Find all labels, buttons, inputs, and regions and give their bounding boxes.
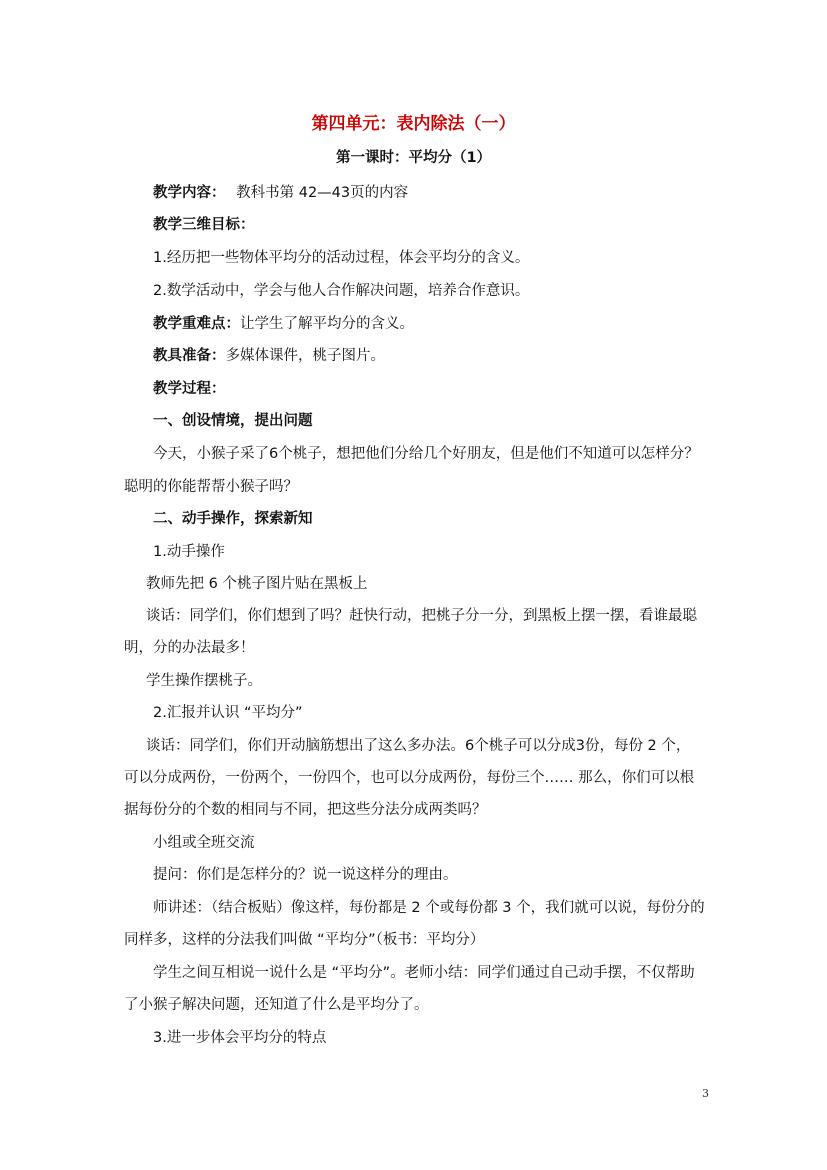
step-heading: 3.进一步体会平均分的特点: [153, 1030, 327, 1046]
step-heading: 1.动手操作: [153, 544, 225, 560]
paragraph-line: 谈话：同学们，你们想到了吗？赶快行动，把桃子分一分，到黑板上摆一摆，看谁最聪: [146, 608, 697, 624]
paragraph-line: 据每份分的个数的相同与不同，把这些分法分成两类吗？: [124, 802, 487, 818]
tools-label: 教具准备：: [153, 348, 226, 364]
paragraph-line: 学生操作摆桃子。: [146, 673, 262, 689]
tools-line: [153, 347, 385, 365]
paragraph-line: 聪明的你能帮帮小猴子吗？: [124, 479, 298, 495]
key-points-label: 教学重难点：: [153, 316, 240, 332]
paragraph-line: 提问：你们是怎样分的？说一说这样分的理由。: [153, 867, 458, 883]
paragraph-line: 谈话：同学们，你们开动脑筋想出了这么多办法。6个桃子可以分成3份，每份 2 个，: [146, 738, 691, 754]
paragraph-line: 可以分成两份，一份两个，一份四个，也可以分成两份，每份三个…… 那么，你们可以根: [124, 770, 695, 786]
section1-heading: 一、创设情境，提出问题: [153, 413, 313, 429]
paragraph-line: 同样多，这样的分法我们叫做 “平均分”（板书：平均分）: [124, 932, 485, 948]
paragraph-line: 明，分的办法最多！: [124, 640, 255, 656]
objective-item: 1.经历把一些物体平均分的活动过程，体会平均分的含义。: [153, 250, 530, 266]
tools-text: 多媒体课件，桃子图片。: [225, 348, 385, 364]
paragraph-line: 小组或全班交流: [153, 835, 255, 851]
paragraph-line: 了小猴子解决问题，还知道了什么是平均分了。: [124, 997, 429, 1013]
content-line: [153, 184, 408, 202]
lesson-subtitle: 第一课时：平均分（1）: [335, 150, 492, 166]
key-points-text: 让学生了解平均分的含义。: [240, 316, 414, 332]
paragraph-line: 今天，小猴子采了6个桃子，想把他们分给几个好朋友，但是他们不知道可以怎样分？: [153, 446, 699, 462]
page-title: 第四单元：表内除法（一）: [311, 114, 516, 134]
content-text: 教科书第 42—43页的内容: [236, 185, 409, 201]
content-label: 教学内容：: [153, 185, 226, 201]
page-number: 3: [702, 1087, 709, 1100]
paragraph-line: 教师先把 6 个桃子图片贴在黑板上: [146, 576, 368, 592]
objective-item: 2.数学活动中，学会与他人合作解决问题，培养合作意识。: [153, 283, 530, 299]
process-label: 教学过程：: [153, 381, 226, 397]
key-points-line: [153, 315, 414, 333]
step-heading: 2.汇报并认识 “平均分”: [153, 705, 303, 721]
objectives-label: 教学三维目标：: [153, 217, 255, 233]
paragraph-line: 师讲述：（结合板贴）像这样，每份都是 2 个或每份都 3 个，我们就可以说，每份分的: [153, 900, 705, 916]
paragraph-line: 学生之间互相说一说什么是 “平均分”。老师小结：同学们通过自己动手摆，不仅帮助: [153, 965, 695, 981]
section2-heading: 二、动手操作，探索新知: [153, 511, 313, 527]
